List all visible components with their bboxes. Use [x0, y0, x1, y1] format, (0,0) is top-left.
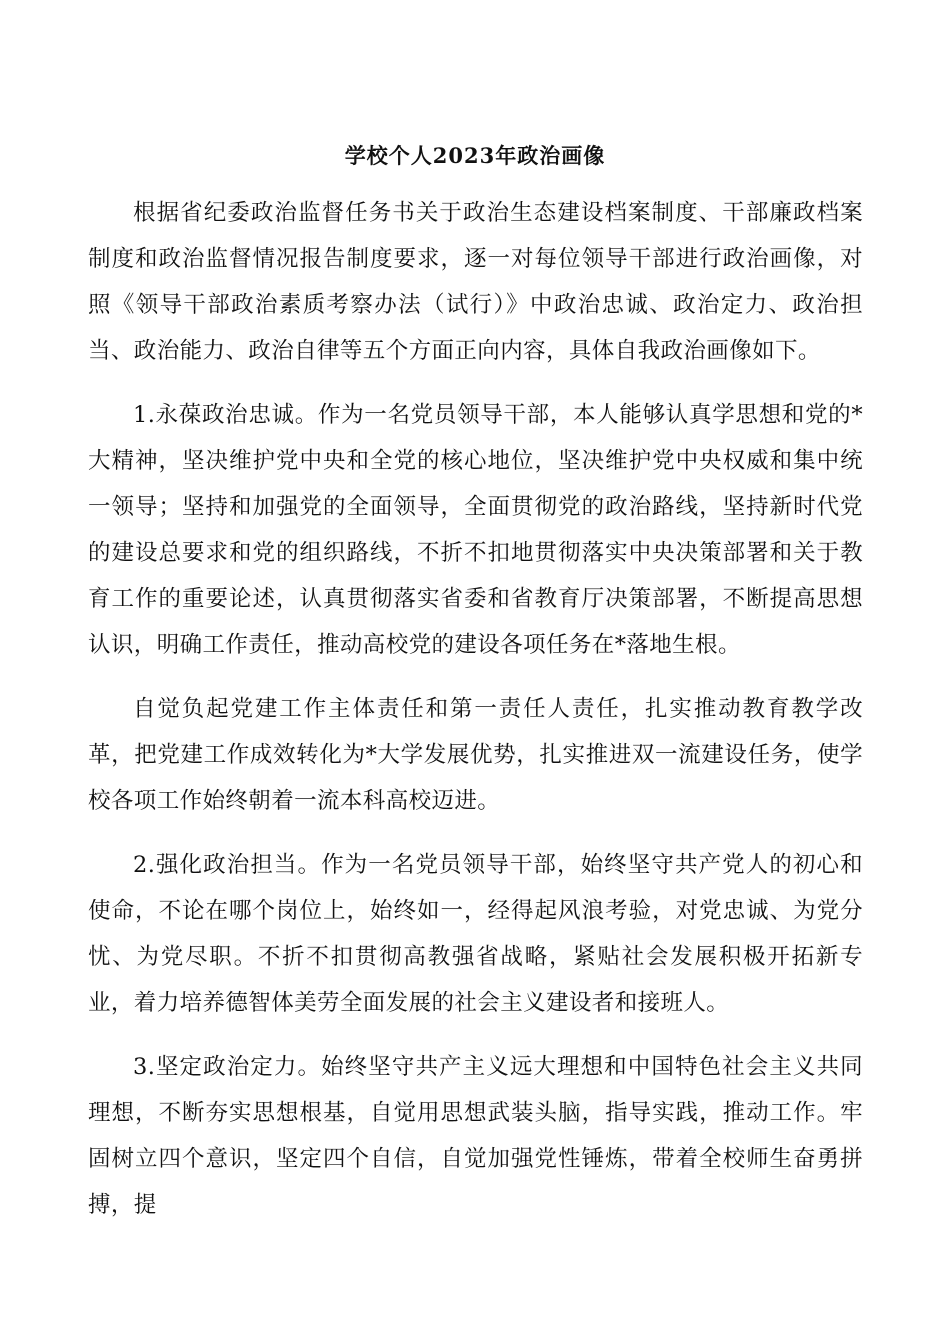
paragraph-intro: 根据省纪委政治监督任务书关于政治生态建设档案制度、干部廉政档案制度和政治监督情况报告制度要求，逐一对每位领导干部进行政治画像，对照《领导干部政治素质考察办法（试行）》中政治忠诚、政治定力、政治担当、政治能力、政治自律等五个方面正向内容，具体自我政治画像如下。 — [88, 200, 863, 364]
paragraph-political-responsibility: 2.强化政治担当。作为一名党员领导干部，始终坚守共产党人的初心和使命，不论在哪个岗位上，始终如一，经得起风浪考验，对党忠诚、为党分忧、为党尽职。不折不扣贯彻高教强省战略，紧贴社会发展积极开拓新专业，着力培养德智体美劳全面发展的社会主义建设者和接班人。 — [88, 852, 863, 1016]
paragraph-political-loyalty: 1.永葆政治忠诚。作为一名党员领导干部，本人能够认真学思想和党的*大精神，坚决维护党中央和全党的核心地位，坚决维护党中央权威和集中统一领导；坚持和加强党的全面领导，全面贯彻党的政治路线，坚持新时代党的建设总要求和党的组织路线，不折不扣地贯彻落实中央决策部署和关于教育工作的重要论述，认真贯彻落实省委和省教育厅决策部署，不断提高思想认识，明确工作责任，推动高校党的建设各项任务在*落地生根。 — [88, 402, 863, 658]
document-title: 学校个人2023年政治画像 — [344, 143, 606, 168]
paragraph-party-building-responsibility: 自觉负起党建工作主体责任和第一责任人责任，扎实推动教育教学改革，把党建工作成效转化为*大学发展优势，扎实推进双一流建设任务，使学校各项工作始终朝着一流本科高校迈进。 — [88, 696, 863, 814]
document-body — [88, 190, 863, 1246]
paragraph-political-determination: 3.坚定政治定力。始终坚守共产主义远大理想和中国特色社会主义共同理想，不断夯实思想根基，自觉用思想武装头脑，指导实践，推动工作。牢固树立四个意识，坚定四个自信，自觉加强党性锤炼，带着全校师生奋勇拼搏，提 — [88, 1054, 863, 1218]
